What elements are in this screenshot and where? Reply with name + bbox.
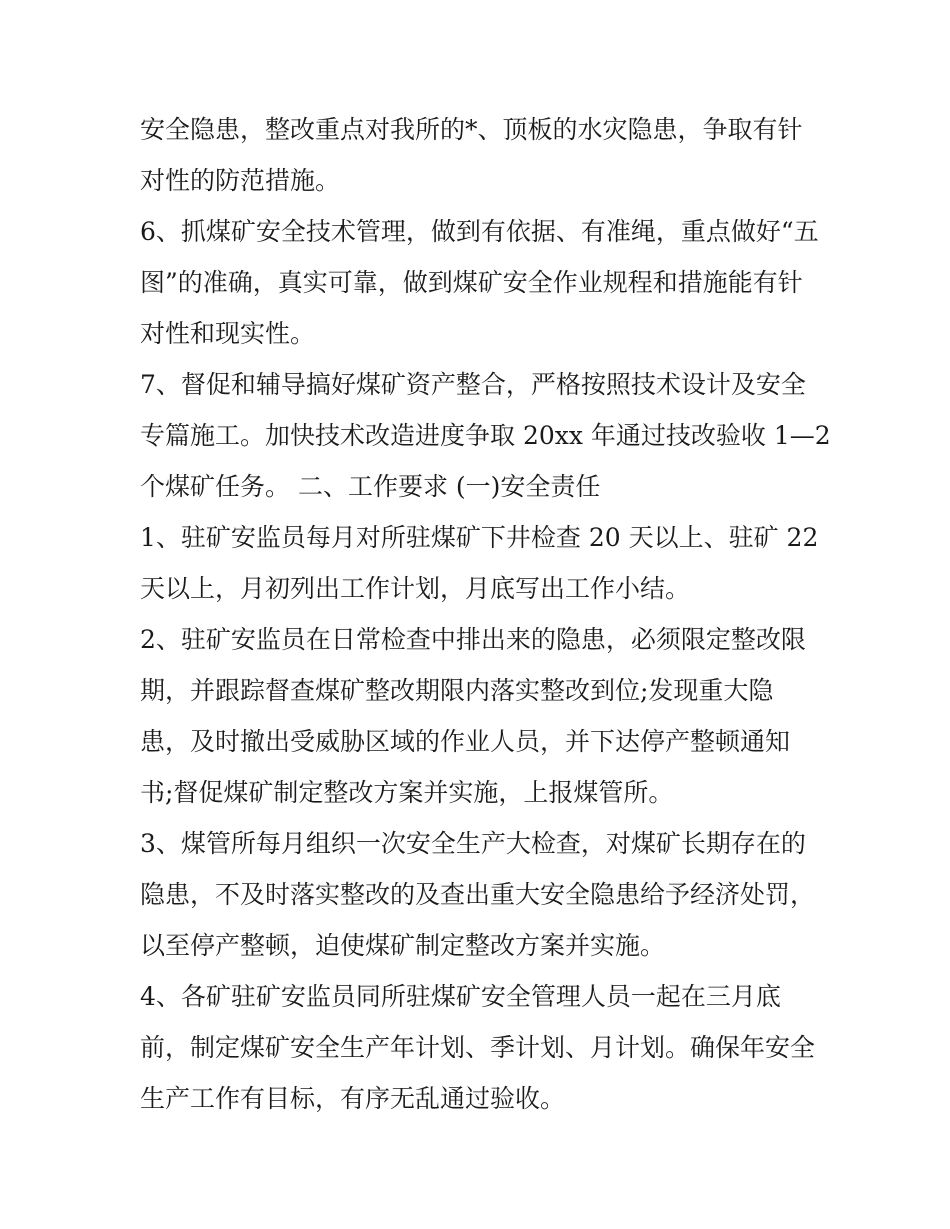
text-line: 天以上，月初列出工作计划，月底写出工作小结。	[140, 574, 691, 603]
text-line: 书;督促煤矿制定整改方案并实施，上报煤管所。	[140, 778, 674, 807]
text-line: 2、驻矿安监员在日常检查中排出来的隐患，必须限定整改限	[140, 625, 806, 654]
text-line: 专篇施工。加快技术改造进度争取 20xx 年通过技改验收 1—2	[140, 421, 831, 450]
text-line: 1、驻矿安监员每月对所驻煤矿下井检查 20 天以上、驻矿 22	[140, 523, 819, 552]
text-line: 隐患，不及时落实整改的及查出重大安全隐患给予经济处罚，	[140, 880, 816, 909]
text-line: 生产工作有目标，有序无乱通过验收。	[140, 1084, 566, 1113]
text-line: 以至停产整顿，迫使煤矿制定整改方案并实施。	[140, 931, 666, 960]
text-line: 个煤矿任务。 二、工作要求 (一)安全责任	[140, 472, 601, 501]
text-line: 对性和现实性。	[140, 319, 316, 348]
text-line: 患，及时撤出受威胁区域的作业人员，并下达停产整顿通知	[140, 727, 791, 756]
text-line: 安全隐患，整改重点对我所的*、顶板的水灾隐患，争取有针	[140, 115, 803, 144]
text-line: 前，制定煤矿安全生产年计划、季计划、月计划。确保年安全	[140, 1033, 816, 1062]
text-line: 对性的防范措施。	[140, 166, 341, 195]
text-line: 7、督促和辅导搞好煤矿资产整合，严格按照技术设计及安全	[140, 370, 806, 399]
text-line: 图”的准确，真实可靠，做到煤矿安全作业规程和措施能有针	[140, 268, 803, 297]
text-line: 期，并跟踪督查煤矿整改期限内落实整改到位;发现重大隐	[140, 676, 774, 705]
document-body	[140, 104, 830, 1124]
text-line: 3、煤管所每月组织一次安全生产大检查，对煤矿长期存在的	[140, 829, 806, 858]
text-line: 6、抓煤矿安全技术管理，做到有依据、有准绳，重点做好“五	[140, 217, 819, 246]
text-line: 4、各矿驻矿安监员同所驻煤矿安全管理人员一起在三月底	[140, 982, 781, 1011]
